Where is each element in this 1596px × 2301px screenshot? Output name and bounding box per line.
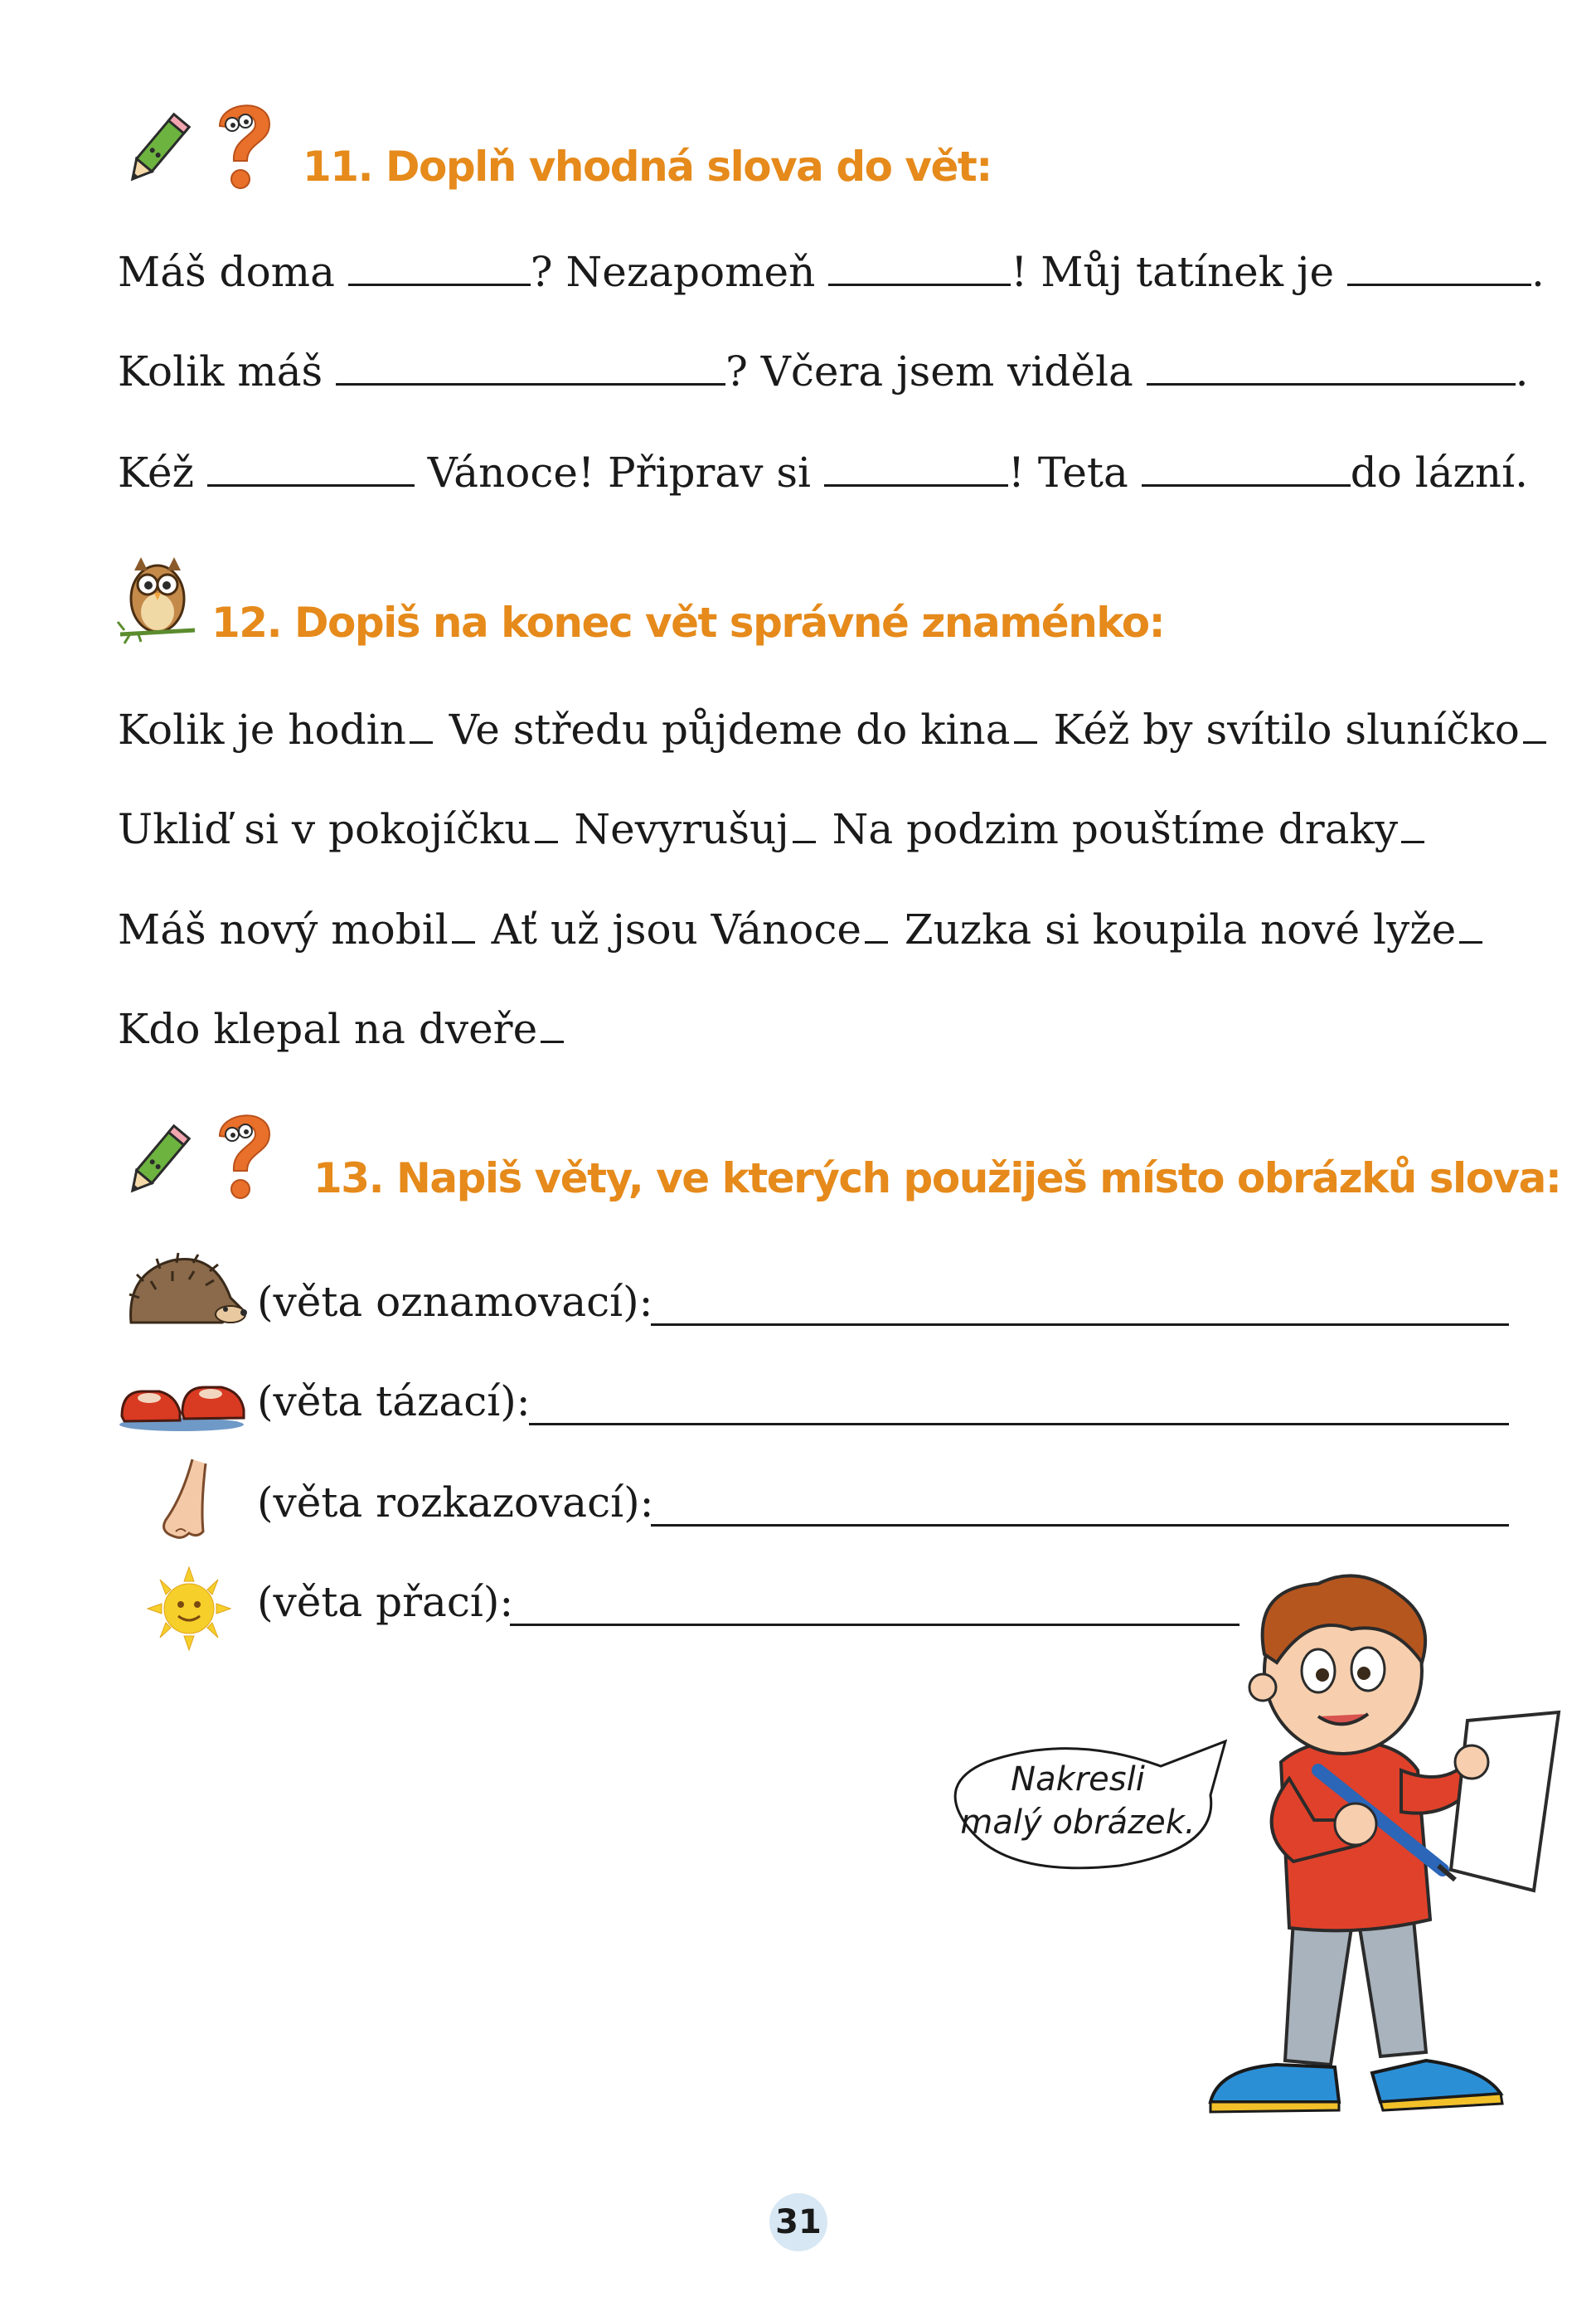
exercise-11-heading: 11. Doplň vhodná slova do vět: <box>303 143 992 191</box>
punctuation-blank[interactable] <box>1401 804 1424 843</box>
answer-blank[interactable] <box>824 448 1008 487</box>
answer-blank[interactable] <box>348 247 531 286</box>
nose-icon <box>158 1455 216 1558</box>
punctuation-blank[interactable] <box>541 1004 564 1043</box>
boy-illustration <box>1194 1571 1575 2147</box>
owl-icon <box>116 547 199 650</box>
answer-blank[interactable] <box>828 247 1011 286</box>
exercise-12-heading: 12. Dopiš na konec vět správné znaménko: <box>211 599 1165 647</box>
punctuation-blank[interactable] <box>535 804 558 843</box>
hedgehog-icon <box>123 1248 247 1342</box>
question-mark-icon <box>207 1103 282 1206</box>
writing-line[interactable] <box>510 1624 1239 1626</box>
answer-blank[interactable] <box>1147 347 1516 386</box>
answer-blank[interactable] <box>1347 247 1531 286</box>
question-mark-icon <box>207 93 282 196</box>
pencil-icon <box>116 1119 199 1206</box>
sentence-type-label: (věta přací): <box>257 1578 514 1626</box>
exercise-12-line-3: Máš nový mobil Ať už jsou Vánoce Zuzka si koupila nové lyže <box>118 905 1486 954</box>
page-number: 31 <box>769 2193 827 2251</box>
exercise-11-line-1: Máš doma ? Nezapomeň ! Můj tatínek je . <box>118 248 1545 296</box>
answer-blank[interactable] <box>336 347 725 386</box>
writing-line[interactable] <box>529 1423 1509 1425</box>
punctuation-blank[interactable] <box>865 905 888 944</box>
sentence-type-label: (věta tázací): <box>257 1377 531 1425</box>
answer-blank[interactable] <box>1142 448 1351 487</box>
punctuation-blank[interactable] <box>1459 905 1482 944</box>
pencil-icon <box>116 108 199 194</box>
exercise-11-line-3: Kéž Vánoce! Připrav si ! Teta do lázní. <box>118 449 1528 497</box>
sun-icon <box>139 1563 239 1658</box>
punctuation-blank[interactable] <box>1523 705 1546 744</box>
exercise-12-line-2: Ukliď si v pokojíčku Nevyrušuj Na podzim pouštíme draky <box>118 804 1428 854</box>
punctuation-blank[interactable] <box>1014 705 1037 744</box>
exercise-13-heading: 13. Napiš věty, ve kterých použiješ místo obrázků slova: <box>313 1154 1561 1202</box>
punctuation-blank[interactable] <box>410 705 433 744</box>
sentence-type-label: (věta oznamovací): <box>257 1278 653 1326</box>
shoes-icon <box>118 1367 246 1436</box>
answer-blank[interactable] <box>207 448 415 487</box>
writing-line[interactable] <box>651 1524 1509 1527</box>
exercise-12-line-4: Kdo klepal na dveře <box>118 1004 567 1054</box>
writing-line[interactable] <box>651 1323 1509 1326</box>
punctuation-blank[interactable] <box>452 905 475 944</box>
sentence-type-label: (věta rozkazovací): <box>257 1478 654 1527</box>
punctuation-blank[interactable] <box>793 804 816 843</box>
exercise-12-line-1: Kolik je hodin Ve středu půjdeme do kina Kéž by svítilo sluníčko <box>118 705 1550 755</box>
exercise-11-line-2: Kolik máš ? Včera jsem viděla . <box>118 347 1529 396</box>
